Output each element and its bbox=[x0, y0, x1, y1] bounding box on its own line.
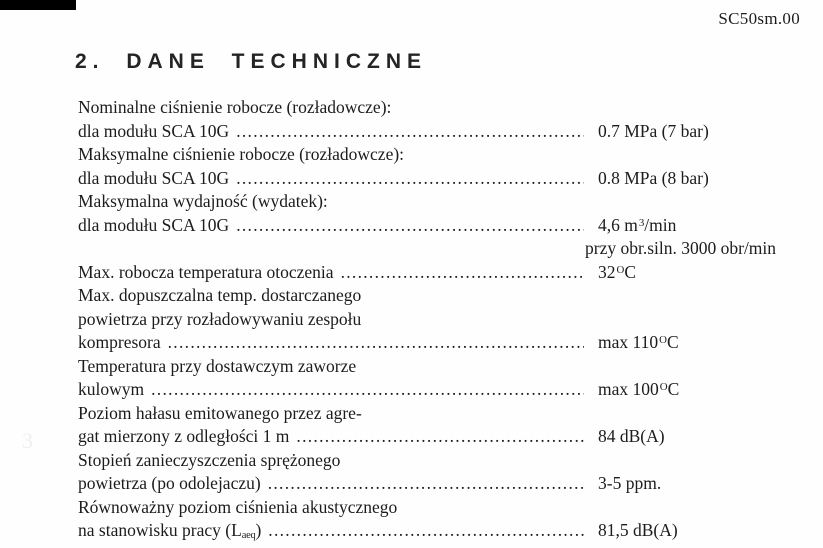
text-segment: Maksymalne ciśnienie robocze (rozładowcze): bbox=[78, 144, 405, 164]
text-segment: 4,6 m bbox=[598, 214, 638, 235]
text-segment: Poziom hałasu emitowanego przez agre- bbox=[78, 402, 362, 423]
text-segment: kompresora bbox=[78, 332, 161, 352]
dotted-leader bbox=[268, 472, 584, 496]
text-segment: dla modułu SCA 10G bbox=[78, 167, 230, 188]
text-segment: dla modułu SCA 10G bbox=[78, 120, 230, 141]
spec-value bbox=[584, 425, 793, 449]
spec-list bbox=[78, 96, 793, 543]
text-segment: C bbox=[667, 379, 680, 399]
spec-label bbox=[78, 472, 261, 496]
text-segment: C bbox=[666, 332, 679, 352]
text-segment: 3-5 ppm. bbox=[598, 473, 662, 493]
text-segment: Równoważny poziom ciśnienia akustycznego bbox=[78, 496, 398, 517]
spec-row bbox=[78, 167, 793, 191]
spec-value bbox=[584, 261, 793, 288]
spec-label bbox=[78, 425, 289, 449]
text-segment: max 110 bbox=[598, 332, 659, 352]
text-row bbox=[78, 402, 793, 426]
spec-label bbox=[78, 284, 361, 308]
text-row bbox=[78, 308, 793, 332]
text-row bbox=[78, 190, 793, 214]
text-segment: 81,5 dB(A) bbox=[598, 520, 678, 540]
note-row bbox=[78, 237, 793, 261]
text-segment: na stanowisku pracy (L bbox=[78, 520, 242, 540]
text-segment: powietrza (po odolejaczu) bbox=[78, 473, 261, 493]
spec-label bbox=[78, 519, 261, 546]
text-segment: /min bbox=[644, 214, 677, 235]
text-row bbox=[78, 143, 793, 167]
text-row bbox=[78, 496, 793, 520]
spec-label bbox=[78, 355, 356, 379]
dotted-leader bbox=[268, 519, 584, 543]
spec-row bbox=[78, 378, 793, 402]
spec-label bbox=[78, 96, 391, 120]
spec-row bbox=[78, 261, 793, 285]
spec-row bbox=[78, 331, 793, 355]
spec-value bbox=[584, 519, 793, 543]
spec-label bbox=[78, 167, 229, 191]
text-segment: kulowym bbox=[78, 379, 145, 399]
text-segment: O bbox=[659, 334, 667, 347]
spec-value bbox=[584, 331, 793, 358]
spec-row bbox=[78, 519, 793, 543]
text-segment: O bbox=[659, 381, 668, 394]
spec-value bbox=[584, 167, 793, 191]
spec-label bbox=[78, 308, 361, 332]
spec-row bbox=[78, 472, 793, 496]
dotted-leader bbox=[296, 425, 584, 449]
text-segment: C bbox=[624, 261, 637, 282]
text-segment: O bbox=[616, 263, 625, 276]
dotted-leader bbox=[168, 331, 584, 355]
dotted-leader bbox=[341, 261, 584, 285]
spec-label bbox=[78, 190, 328, 214]
text-segment: powietrza przy rozładowywaniu zespołu bbox=[78, 308, 362, 329]
page-title: 2. DANE TECHNICZNE bbox=[75, 50, 428, 73]
text-row bbox=[78, 96, 793, 120]
margin-artifact: 3 bbox=[22, 428, 33, 453]
spec-value bbox=[584, 120, 793, 144]
text-segment: max 100 bbox=[598, 379, 659, 399]
dotted-leader bbox=[236, 120, 584, 144]
text-segment: 84 dB(A) bbox=[598, 426, 665, 446]
spec-label bbox=[78, 496, 397, 520]
spec-label bbox=[78, 331, 161, 355]
text-segment: Temperatura przy dostawczym zaworze bbox=[78, 355, 357, 376]
spec-value bbox=[584, 378, 793, 405]
spec-row bbox=[78, 120, 793, 144]
text-segment: 0.8 MPa (8 bar) bbox=[598, 167, 709, 188]
text-segment: aeq bbox=[241, 530, 256, 542]
spec-value bbox=[584, 472, 793, 496]
dotted-leader bbox=[151, 378, 584, 402]
text-row bbox=[78, 284, 793, 308]
scan-artifact-bar bbox=[0, 0, 76, 10]
text-segment: ) bbox=[255, 520, 262, 540]
text-segment: Stopień zanieczyszczenia sprężonego bbox=[78, 449, 341, 470]
spec-label bbox=[78, 120, 229, 144]
dotted-leader bbox=[236, 214, 584, 238]
doc-code: SC50sm.00 bbox=[718, 9, 800, 28]
spec-label bbox=[78, 261, 334, 285]
text-segment: Max. dopuszczalna temp. dostarczanego bbox=[78, 285, 362, 305]
text-segment: 3 bbox=[638, 216, 645, 229]
text-segment: Maksymalna wydajność (wydatek): bbox=[78, 191, 328, 211]
spec-label bbox=[78, 402, 362, 426]
spec-label bbox=[78, 214, 229, 238]
spec-label bbox=[78, 378, 144, 402]
text-row bbox=[78, 355, 793, 379]
text-segment: Nominalne ciśnienie robocze (rozładowcze): bbox=[78, 97, 392, 117]
text-segment: 32 bbox=[598, 261, 616, 282]
spec-value bbox=[584, 237, 793, 261]
text-segment: gat mierzony z odległości 1 m bbox=[78, 426, 290, 446]
text-segment: przy obr.siln. 3000 obr/min bbox=[585, 238, 777, 258]
text-segment: Max. robocza temperatura otoczenia bbox=[78, 261, 334, 282]
spec-label bbox=[78, 143, 404, 167]
spec-row bbox=[78, 425, 793, 449]
spec-label bbox=[78, 449, 340, 473]
dotted-leader bbox=[236, 167, 584, 191]
spec-row bbox=[78, 214, 793, 238]
text-segment: 0.7 MPa (7 bar) bbox=[598, 120, 709, 141]
text-segment: dla modułu SCA 10G bbox=[78, 214, 230, 235]
text-row bbox=[78, 449, 793, 473]
